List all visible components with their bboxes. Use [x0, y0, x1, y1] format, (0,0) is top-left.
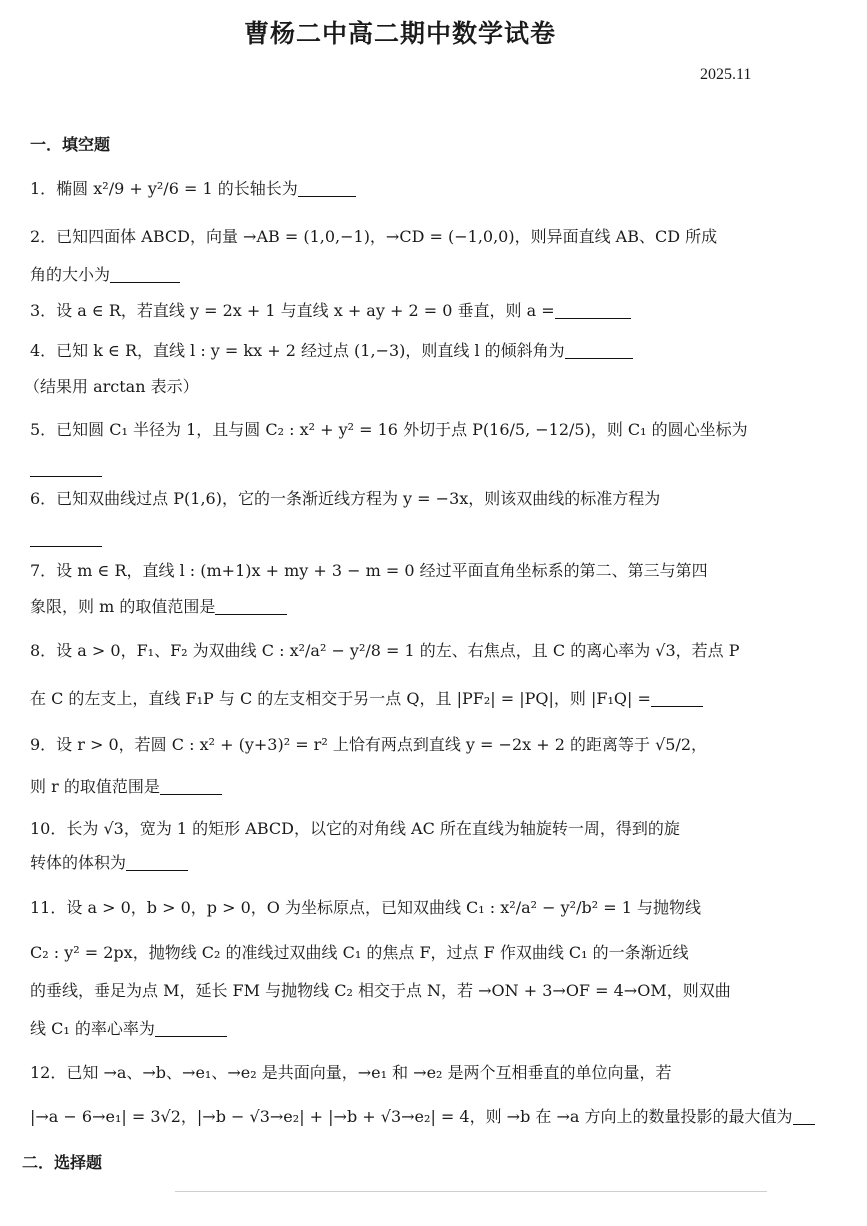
- question-5-cont: [30, 458, 843, 480]
- answer-blank: [110, 266, 180, 283]
- question-7: [30, 560, 843, 582]
- section-heading-choice: 二．选择题: [22, 1153, 103, 1172]
- question-3: [30, 300, 843, 322]
- answer-blank: [651, 690, 703, 707]
- question-text: 3．设 a ∈ R，若直线 y = 2x + 1 与直线 x + ay + 2 = 0 垂直，则 a =: [30, 301, 555, 320]
- question-text: 象限，则 m 的取值范围是: [30, 597, 216, 616]
- question-6: [30, 488, 843, 510]
- question-text: 11．设 a > 0，b > 0，p > 0，O 为坐标原点，已知双曲线 C₁ : x²/a² − y²/b² = 1 与抛物线: [30, 898, 701, 917]
- question-text: （结果用 arctan 表示）: [24, 377, 199, 396]
- question-2-cont: [30, 264, 843, 286]
- question-text: 4．已知 k ∈ R，直线 l : y = kx + 2 经过点 (1,−3)，则直线 l 的倾斜角为: [30, 341, 565, 360]
- question-1: [30, 178, 843, 200]
- answer-blank: [30, 530, 102, 547]
- question-11-cont1: [30, 942, 843, 964]
- question-text: 5．已知圆 C₁ 半径为 1，且与圆 C₂ : x² + y² = 16 外切于点 P(16/5, −12/5)，则 C₁ 的圆心坐标为: [30, 420, 748, 439]
- exam-date: 2025.11: [700, 66, 752, 83]
- question-text: 转体的体积为: [30, 853, 127, 872]
- answer-blank: [215, 598, 287, 615]
- question-text: 2．已知四面体 ABCD，向量 →AB = (1,0,−1)，→CD = (−1,0,0)，则异面直线 AB、CD 所成: [30, 227, 718, 246]
- page-title: 曹杨二中高二期中数学试卷: [243, 19, 556, 48]
- question-7-cont: [30, 596, 843, 618]
- question-text: 1．椭圆 x²/9 + y²/6 = 1 的长轴长为: [30, 179, 298, 198]
- question-5: [30, 419, 843, 441]
- question-text: 线 C₁ 的率心率为: [30, 1019, 155, 1038]
- question-text: 8．设 a > 0，F₁、F₂ 为双曲线 C : x²/a² − y²/8 = 1 的左、右焦点，且 C 的离心率为 √3，若点 P: [30, 641, 740, 660]
- answer-blank: [793, 1108, 815, 1125]
- question-text: 7．设 m ∈ R，直线 l : (m+1)x + my + 3 − m = 0 经过平面直角坐标系的第二、第三与第四: [30, 561, 708, 580]
- question-text: 在 C 的左支上，直线 F₁P 与 C 的左支相交于另一点 Q，且 |PF₂| = |PQ|，则 |F₁Q| =: [30, 689, 651, 708]
- question-text: 角的大小为: [30, 265, 111, 284]
- question-text: 的垂线，垂足为点 M，延长 FM 与抛物线 C₂ 相交于点 N，若 →ON + 3→OF = 4→OM，则双曲: [30, 981, 731, 1000]
- question-10-cont: [30, 852, 843, 874]
- answer-blank: [30, 460, 102, 477]
- section-heading-fill-in: 一．填空题: [30, 135, 111, 154]
- question-6-cont: [30, 528, 843, 550]
- question-8: [30, 640, 843, 662]
- answer-blank: [298, 180, 356, 197]
- question-11: [30, 897, 843, 919]
- question-text: 则 r 的取值范围是: [30, 777, 160, 796]
- answer-blank: [555, 302, 631, 319]
- question-text: C₂ : y² = 2px，抛物线 C₂ 的准线过双曲线 C₁ 的焦点 F，过点 F 作双曲线 C₁ 的一条渐近线: [30, 943, 689, 962]
- question-text: 9．设 r > 0，若圆 C : x² + (y+3)² = r² 上恰有两点到直线 y = −2x + 2 的距离等于 √5/2，: [30, 735, 708, 754]
- question-12: [30, 1062, 843, 1084]
- question-4: [30, 340, 843, 362]
- question-9: [30, 734, 843, 756]
- answer-blank: [126, 854, 188, 871]
- answer-blank: [565, 342, 633, 359]
- question-11-cont2: [30, 980, 843, 1002]
- question-11-cont3: [30, 1018, 843, 1040]
- question-text: 6．已知双曲线过点 P(1,6)，它的一条渐近线方程为 y = −3x，则该双曲线的标准方程为: [30, 489, 661, 508]
- question-10: [30, 818, 843, 840]
- question-text: |→a − 6→e₁| = 3√2，|→b − √3→e₂| + |→b + √3→e₂| = 4，则 →b 在 →a 方向上的数量投影的最大值为: [30, 1107, 793, 1126]
- answer-blank: [155, 1020, 227, 1037]
- question-8-cont: [30, 688, 843, 710]
- question-9-cont: [30, 776, 843, 798]
- question-2: [30, 226, 843, 248]
- answer-blank: [160, 778, 222, 795]
- question-text: 12．已知 →a、→b、→e₁、→e₂ 是共面向量，→e₁ 和 →e₂ 是两个互相垂直的单位向量，若: [30, 1063, 672, 1082]
- question-12-cont: [30, 1106, 843, 1128]
- question-text: 10．长为 √3，宽为 1 的矩形 ABCD，以它的对角线 AC 所在直线为轴旋转一周，得到的旋: [30, 819, 680, 838]
- divider: [175, 1191, 767, 1192]
- question-4-note: [24, 376, 843, 398]
